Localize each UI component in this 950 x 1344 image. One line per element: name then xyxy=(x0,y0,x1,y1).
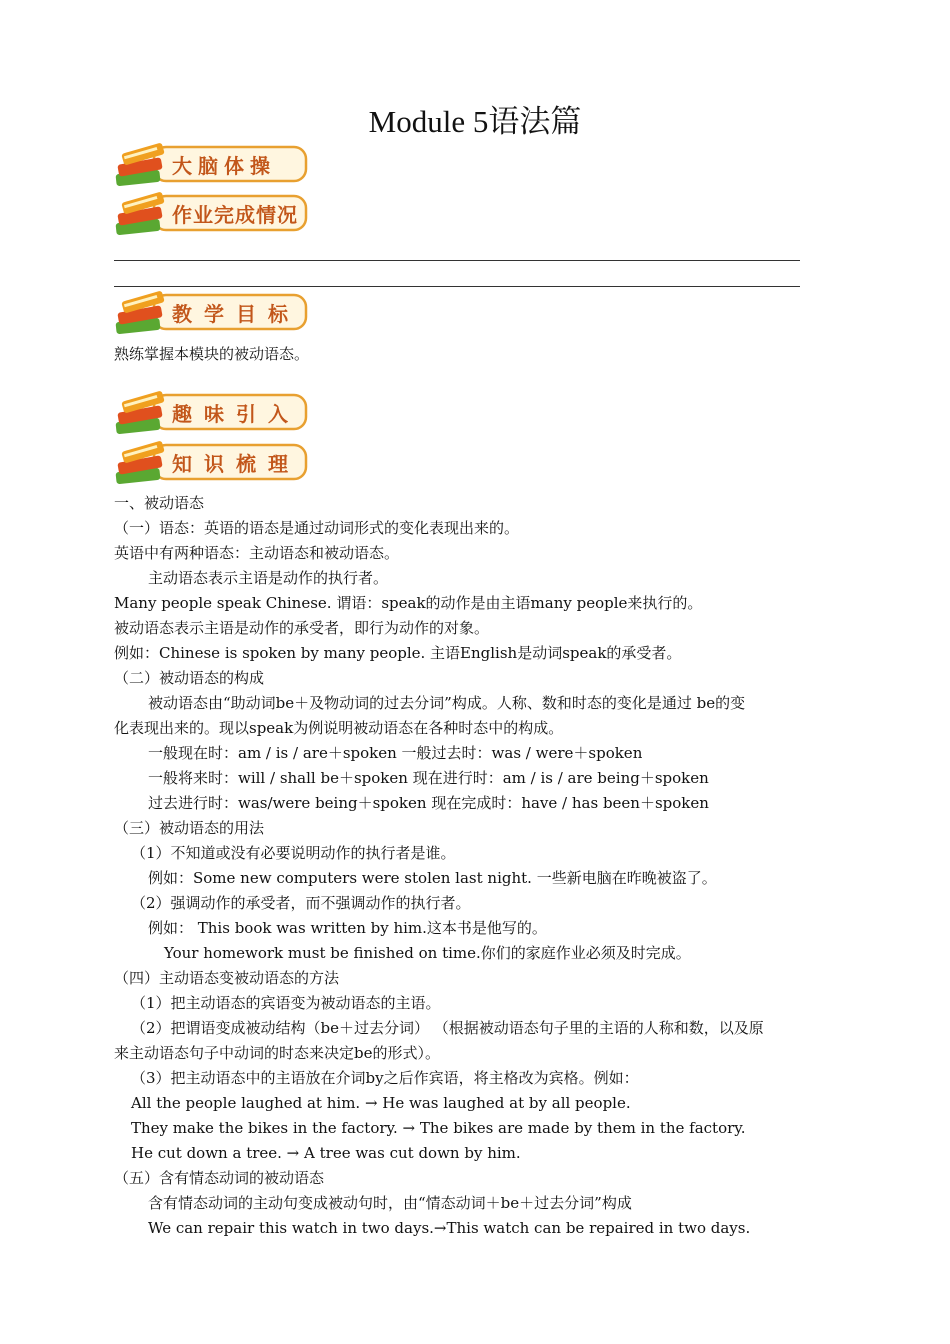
subsection-heading: （三）被动语态的用法 xyxy=(114,819,265,837)
body-line: 例如：Chinese is spoken by many people. 主语English是动词speak的承受者。 xyxy=(114,644,682,662)
banner-label: 知识梳理 xyxy=(172,452,300,476)
answer-line xyxy=(114,260,800,261)
tense-line: 过去进行时：was/were being＋spoken 现在完成时：have / has been＋spoken xyxy=(148,794,709,812)
example-line: Your homework must be finished on time.你们的家庭作业必须及时完成。 xyxy=(164,944,691,962)
body-line: 被动语态由“助动词be＋及物动词的过去分词”构成。人称、数和时态的变化是通过 be的变 xyxy=(148,694,746,712)
banner-brain-exercise xyxy=(114,142,310,188)
example-line: 例如： This book was written by him.这本书是他写的。 xyxy=(148,919,547,937)
banner-label: 教学目标 xyxy=(172,302,300,326)
banner-label: 作业完成情况 xyxy=(172,203,298,227)
example-line: We can repair this watch in two days.→This watch can be repaired in two days. xyxy=(148,1219,751,1237)
section-heading: 一、被动语态 xyxy=(114,494,205,512)
body-line: （2）强调动作的承受者，而不强调动作的执行者。 xyxy=(131,894,471,912)
body-line: 化表现出来的。现以speak为例说明被动语态在各种时态中的构成。 xyxy=(114,719,564,737)
body-line: 英语中有两种语态：主动语态和被动语态。 xyxy=(114,544,400,562)
banner-fun-intro xyxy=(114,390,310,436)
subsection-heading: （五）含有情态动词的被动语态 xyxy=(114,1169,325,1187)
banner-label: 趣味引入 xyxy=(172,402,300,426)
tense-line: 一般将来时：will / shall be＋spoken 现在进行时：am / is / are being＋spoken xyxy=(148,769,709,787)
subsection-heading: （一）语态：英语的语态是通过动词形式的变化表现出来的。 xyxy=(114,519,520,537)
body-line: （1）把主动语态的宾语变为被动语态的主语。 xyxy=(131,994,441,1012)
teaching-goal-text: 熟练掌握本模块的被动语态。 xyxy=(114,345,310,363)
example-line: He cut down a tree. → A tree was cut down by him. xyxy=(131,1144,521,1162)
example-line: They make the bikes in the factory. → The bikes are made by them in the factory. xyxy=(131,1119,746,1137)
tense-line: 一般现在时：am / is / are＋spoken 一般过去时：was / were＋spoken xyxy=(148,744,643,762)
body-line: 来主动语态句子中动词的时态来决定be的形式）。 xyxy=(114,1044,440,1062)
banner-teaching-goals xyxy=(114,290,310,336)
body-line: （3）把主动语态中的主语放在介词by之后作宾语，将主格改为宾格。例如： xyxy=(131,1069,639,1087)
body-line: 含有情态动词的主动句变成被动句时，由“情态动词＋be＋过去分词”构成 xyxy=(148,1194,632,1212)
body-line: 被动语态表示主语是动作的承受者，即行为动作的对象。 xyxy=(114,619,490,637)
body-line: （1）不知道或没有必要说明动作的执行者是谁。 xyxy=(131,844,456,862)
banner-homework-status xyxy=(114,191,310,237)
body-line: 主动语态表示主语是动作的执行者。 xyxy=(148,569,389,587)
body-line: Many people speak Chinese. 谓语：speak的动作是由主语many people来执行的。 xyxy=(114,594,703,612)
example-line: All the people laughed at him. → He was laughed at by all people. xyxy=(131,1094,631,1112)
banner-label: 大脑体操 xyxy=(172,154,276,178)
example-line: 例如：Some new computers were stolen last night. 一些新电脑在昨晚被盗了。 xyxy=(148,869,717,887)
answer-line xyxy=(114,286,800,287)
page-title: Module 5语法篇 xyxy=(368,104,582,139)
body-line: （2）把谓语变成被动结构（be＋过去分词） （根据被动语态句子里的主语的人称和数，以及原 xyxy=(131,1019,764,1037)
subsection-heading: （四）主动语态变被动语态的方法 xyxy=(114,969,340,987)
banner-knowledge-review xyxy=(114,440,310,486)
subsection-heading: （二）被动语态的构成 xyxy=(114,669,265,687)
